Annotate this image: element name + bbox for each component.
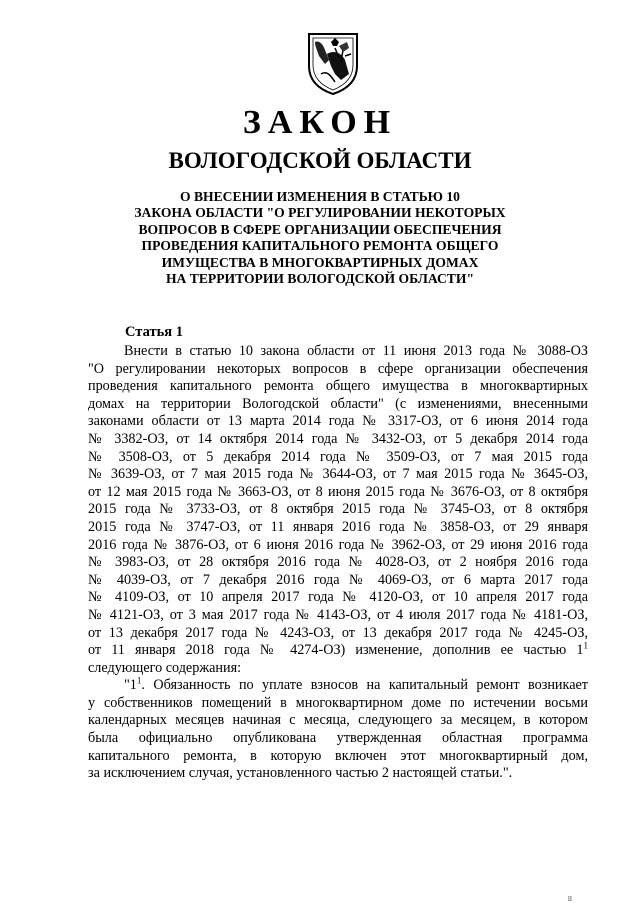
superscript: 1 (583, 642, 588, 651)
quote-start: "1 (124, 677, 137, 694)
body-line: от 13 декабря 2017 года № 4243-ОЗ, от 13 декабря 2017 года № 4245-ОЗ, (88, 624, 588, 641)
subtitle-line: О ВНЕСЕНИИ ИЗМЕНЕНИЯ В СТАТЬЮ 10 (180, 189, 460, 204)
body-line: законами области от 13 марта 2014 года № 3317-ОЗ, от 6 июня 2014 года (88, 413, 588, 430)
body-line: № 4121-ОЗ, от 3 мая 2017 года № 4143-ОЗ, от 4 июля 2017 года № 4181-ОЗ, (88, 606, 588, 623)
body-line: № 4109-ОЗ, от 10 апреля 2017 года № 4120-ОЗ, от 10 апреля 2017 года (88, 589, 588, 606)
quote-line: капитального ремонта, в которую включен этот многоквартирный дом, (88, 747, 588, 764)
page-mark: ll (568, 895, 572, 903)
body-line: от 12 мая 2015 года № 3663-ОЗ, от 8 июня 2015 года № 3676-ОЗ, от 8 октября (88, 483, 588, 500)
body-line: № 3508-ОЗ, от 5 декабря 2014 года № 3509-ОЗ, от 7 мая 2015 года (88, 448, 588, 465)
subtitle-line: ЗАКОНА ОБЛАСТИ "О РЕГУЛИРОВАНИИ НЕКОТОРЫХ (134, 205, 506, 221)
body-line: следующего содержания: (88, 659, 242, 676)
body-line: № 3983-ОЗ, от 28 октября 2016 года № 4028-ОЗ, от 2 ноября 2016 года (88, 554, 588, 571)
body-line: домах на территории Вологодской области" (с изменениями, внесенными (88, 395, 588, 412)
subtitle-line: НА ТЕРРИТОРИИ ВОЛОГОДСКОЙ ОБЛАСТИ" (165, 271, 474, 287)
body-line-with-superscript (88, 642, 588, 660)
body-line: № 3382-ОЗ, от 14 октября 2014 года № 3432-ОЗ, от 5 декабря 2014 года (88, 430, 588, 447)
article-body (88, 343, 588, 783)
quote-first-line (88, 677, 588, 695)
superscript: 1 (136, 677, 142, 686)
body-line: № 4039-ОЗ, от 7 декабря 2016 года № 4069-ОЗ, от 6 марта 2017 года (88, 571, 588, 588)
body-line: Внести в статью 10 закона области от 11 июня 2013 года № 3088-ОЗ (124, 343, 588, 359)
subtitle-line: ИМУЩЕСТВА В МНОГОКВАРТИРНЫХ ДОМАХ (161, 254, 479, 270)
law-title: ЗАКОН (242, 104, 398, 141)
body-line: 2015 года № 3733-ОЗ, от 8 октября 2015 года № 3745-ОЗ, от 8 октября (88, 501, 588, 518)
law-subtitle (110, 189, 530, 287)
body-line-text: от 11 января 2018 года № 4274-ОЗ) изменение, дополнив ее частью 1 (88, 642, 584, 659)
body-line: проведения капитального ремонта общего имущества в многоквартирных (88, 378, 588, 395)
quote-line: у собственников помещений в многоквартирном доме по истечении восьми (88, 694, 588, 711)
quote-line: календарных месяцев начиная с месяца, следующего за месяцем, в котором (88, 712, 588, 729)
body-line: 2015 года № 3747-ОЗ, от 11 января 2016 года № 3858-ОЗ, от 29 января (88, 518, 588, 535)
body-line: № 3639-ОЗ, от 7 мая 2015 года № 3644-ОЗ, от 7 мая 2015 года № 3645-ОЗ, (88, 466, 588, 483)
quote-line: за исключением случая, установленного частью 2 настоящей статьи.". (88, 765, 513, 782)
coat-of-arms-emblem (305, 30, 361, 96)
body-line: "О регулировании некоторых вопросов в сфере организации обеспечения (88, 360, 588, 377)
body-line: 2016 года № 3876-ОЗ, от 6 июня 2016 года № 3962-ОЗ, от 29 июня 2016 года (88, 536, 588, 553)
article-heading: Статья 1 (125, 324, 183, 340)
quote-first-rest: . Обязанность по уплате взносов на капитальный ремонт возникает (141, 677, 588, 694)
region-title: ВОЛОГОДСКОЙ ОБЛАСТИ (168, 148, 472, 173)
subtitle-line: ПРОВЕДЕНИЯ КАПИТАЛЬНОГО РЕМОНТА ОБЩЕГО (141, 238, 499, 254)
subtitle-line: ВОПРОСОВ В СФЕРЕ ОРГАНИЗАЦИИ ОБЕСПЕЧЕНИЯ (138, 221, 502, 237)
quote-line: была официально опубликована утвержденная областная программа (88, 730, 588, 747)
